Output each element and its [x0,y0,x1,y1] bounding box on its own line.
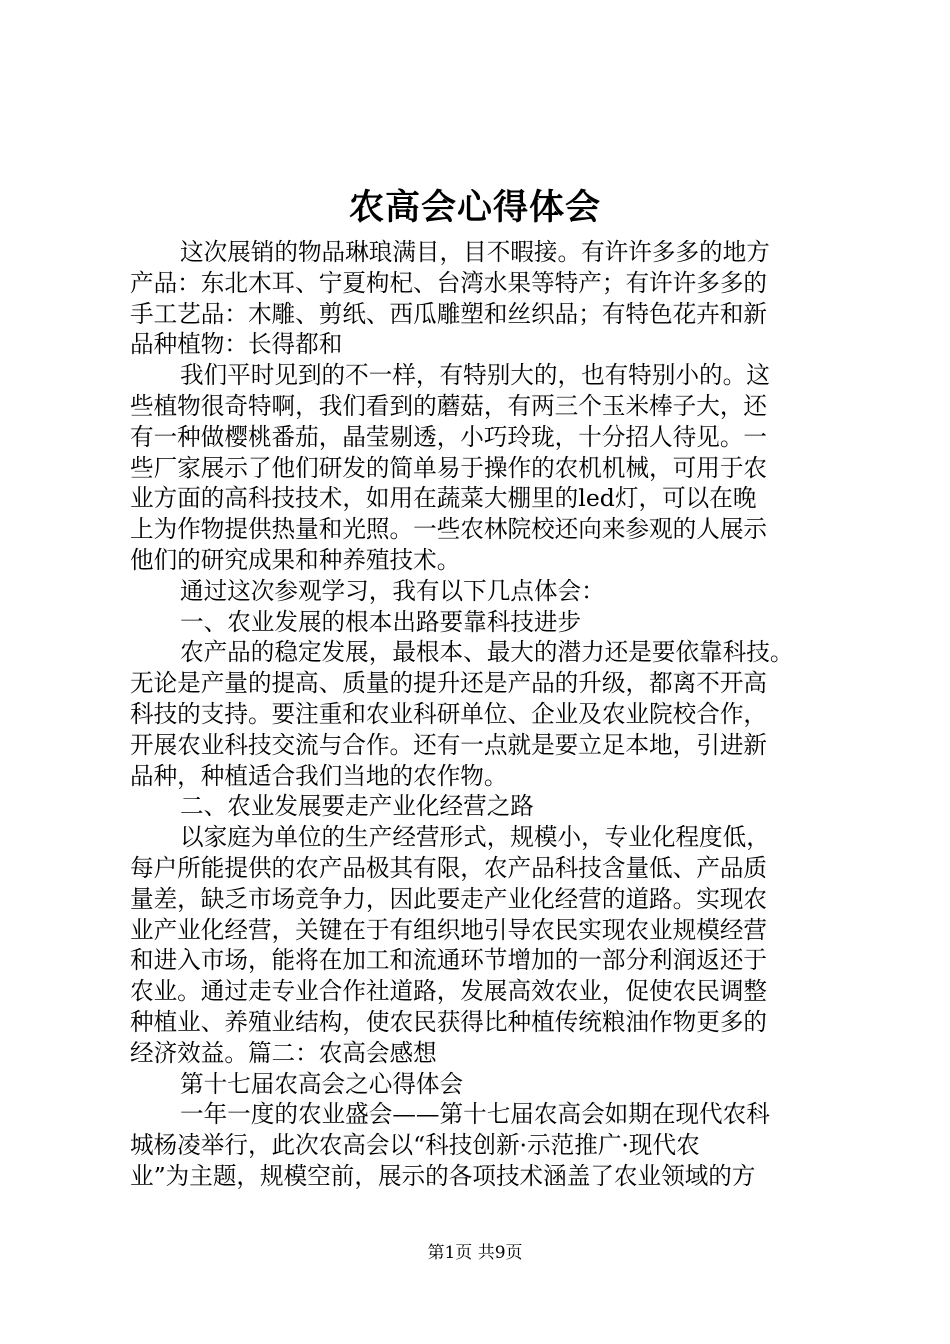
text-line: 上为作物提供热量和光照。一些农林院校还向来参观的人展示 [130,515,768,544]
text-line: 无论是产量的提高、质量的提升还是产品的升级，都离不开高 [130,669,768,698]
text-line: 开展农业科技交流与合作。还有一点就是要立足本地，引进新 [130,730,768,759]
text-line: 些厂家展示了他们研发的简单易于操作的农机机械，可用于农 [130,453,768,482]
text-line: 每户所能提供的农产品极其有限，农产品科技含量低、产品质 [130,853,768,882]
page-footer: 第1页 共9页 [427,1243,523,1263]
document-body [130,237,832,1192]
document-title: 农高会心得体会 [348,187,601,228]
text-line: 些植物很奇特啊，我们看到的蘑菇，有两三个玉米棒子大，还 [130,391,768,420]
text-line: 农产品的稳定发展，最根本、最大的潜力还是要依靠科技。 [180,638,794,667]
text-line: 产品：东北木耳、宁夏枸杞、台湾水果等特产；有许许多多的 [130,268,768,297]
text-line: 有一种做樱桃番茄，晶莹剔透，小巧玲珑，十分招人待见。一 [130,422,768,451]
text-line: 业”为主题，规模空前，展示的各项技术涵盖了农业领域的方 [130,1161,756,1190]
text-line: 一、农业发展的根本出路要靠科技进步 [180,607,582,636]
text-line: 二、农业发展要走产业化经营之路 [180,792,534,821]
text-line: 种植业、养殖业结构，使农民获得比种植传统粮油作物更多的 [130,1007,768,1036]
text-line: 经济效益。篇二：农高会感想 [130,1038,437,1067]
text-line: 通过这次参观学习，我有以下几点体会： [180,576,605,605]
text-line: 这次展销的物品琳琅满目，目不暇接。有许许多多的地方 [180,238,770,266]
text-line: 和进入市场，能将在加工和流通环节增加的一部分利润返还于 [130,946,768,975]
text-line: 以家庭为单位的生产经营形式，规模小，专业化程度低， [180,823,770,852]
text-line: 农业。通过走专业合作社道路，发展高效农业，促使农民调整 [130,977,768,1006]
text-line: 业产业化经营，关键在于有组织地引导农民实现农业规模经营 [130,915,768,944]
text-line: 城杨凌举行，此次农高会以“科技创新·示范推广·现代农 [130,1131,700,1160]
text-line: 第十七届农高会之心得体会 [180,1069,464,1098]
text-line: 品种，种植适合我们当地的农作物。 [130,761,508,790]
text-line: 手工艺品：木雕、剪纸、西瓜雕塑和丝织品；有特色花卉和新 [130,299,768,328]
text-line: 我们平时见到的不一样，有特别大的，也有特别小的。这 [180,361,770,390]
text-line: 量差，缺乏市场竞争力，因此要走产业化经营的道路。实现农 [130,884,768,913]
text-line: 业方面的高科技技术，如用在蔬菜大棚里的led灯，可以在晚 [130,484,757,513]
text-line: 品种植物：长得都和 [130,330,343,359]
text-line: 一年一度的农业盛会——第十七届农高会如期在现代农科 [180,1100,770,1129]
text-line: 科技的支持。要注重和农业科研单位、企业及农业院校合作， [130,699,768,728]
text-line: 他们的研究成果和种养殖技术。 [130,545,461,574]
